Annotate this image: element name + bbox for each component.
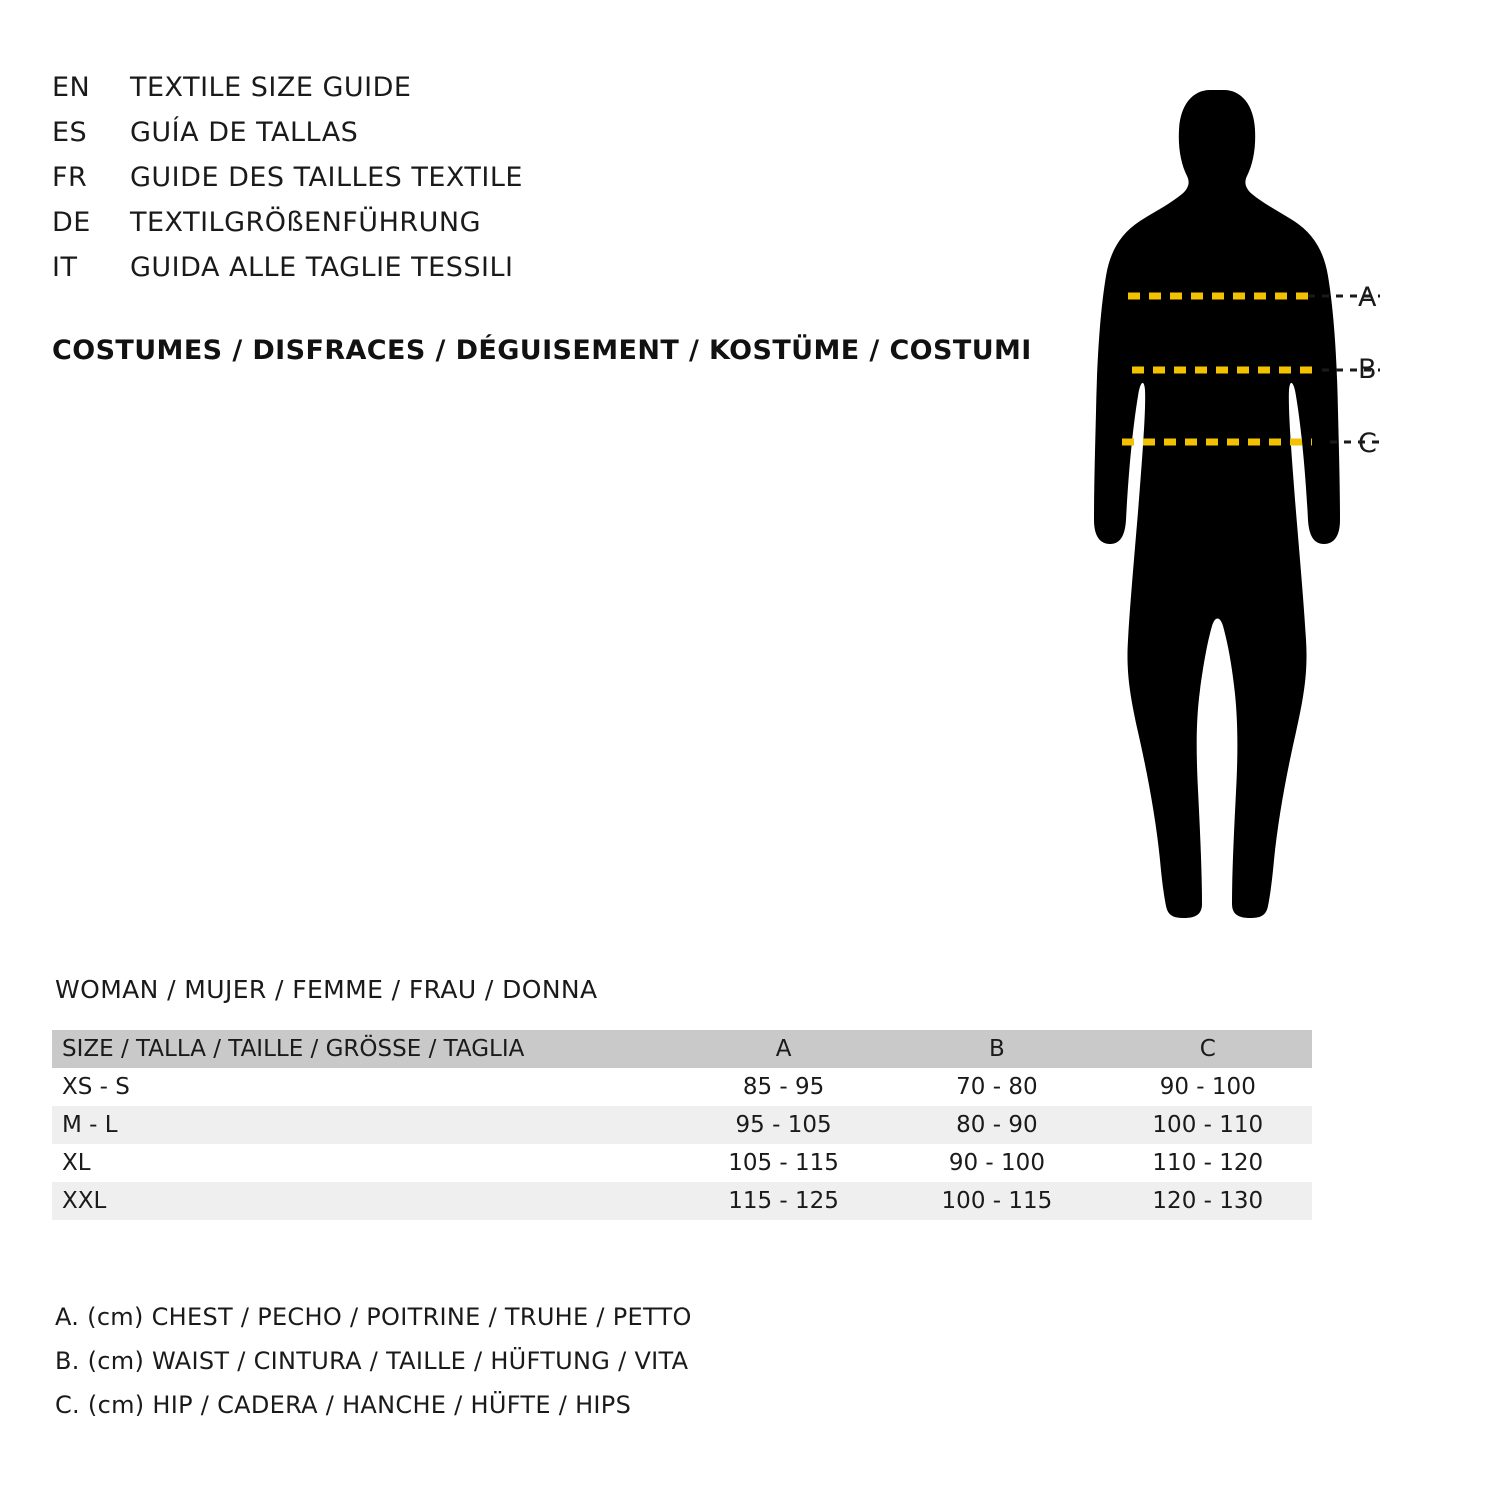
language-code: ES [52, 117, 88, 148]
language-code: FR [52, 162, 88, 193]
measure-label-a: A [1358, 282, 1377, 313]
cell-c: 100 - 110 [1152, 1112, 1264, 1138]
woman-silhouette-icon [1050, 60, 1470, 940]
section-label-woman: WOMAN / MUJER / FEMME / FRAU / DONNA [55, 975, 598, 1004]
table-header-c: C [1199, 1036, 1216, 1062]
language-row-es [52, 117, 1052, 162]
language-list [52, 72, 1052, 297]
table-row [52, 1182, 1312, 1220]
footnote-c: C. (cm) HIP / CADERA / HANCHE / HÜFTE / HIPS [55, 1391, 632, 1419]
cell-c: 90 - 100 [1159, 1074, 1256, 1100]
cell-b: 100 - 115 [941, 1188, 1053, 1214]
table-header-b: B [989, 1036, 1005, 1062]
language-code: EN [52, 72, 91, 103]
cell-c: 120 - 130 [1152, 1188, 1264, 1214]
language-row-en [52, 72, 1052, 117]
cell-size: XXL [62, 1188, 107, 1214]
costumes-subtitle: COSTUMES / DISFRACES / DÉGUISEMENT / KOSTÜME / COSTUMI [52, 335, 1032, 366]
cell-a: 105 - 115 [728, 1150, 839, 1176]
table-header-size: SIZE / TALLA / TAILLE / GRÖSSE / TAGLIA [62, 1036, 525, 1062]
cell-size: XS - S [62, 1074, 130, 1100]
table-header-row [52, 1030, 1312, 1068]
footnote-a: A. (cm) CHEST / PECHO / POITRINE / TRUHE / PETTO [55, 1303, 692, 1331]
language-code: IT [52, 252, 78, 283]
footnote-list [55, 1295, 1255, 1427]
cell-c: 110 - 120 [1152, 1150, 1264, 1176]
language-title: GUIDE DES TAILLES TEXTILE [130, 162, 523, 193]
cell-a: 85 - 95 [742, 1074, 825, 1100]
measure-label-b: B [1358, 354, 1377, 385]
cell-b: 70 - 80 [956, 1074, 1038, 1100]
measurement-figure [1050, 60, 1470, 940]
language-title: GUIDA ALLE TAGLIE TESSILI [130, 252, 514, 283]
language-title: TEXTILGRÖßENFÜHRUNG [130, 207, 482, 238]
language-title: TEXTILE SIZE GUIDE [130, 72, 412, 103]
cell-a: 95 - 105 [735, 1112, 832, 1138]
table-row [52, 1106, 1312, 1144]
size-table [52, 1030, 1312, 1220]
footnote-b: B. (cm) WAIST / CINTURA / TAILLE / HÜFTUNG / VITA [55, 1347, 689, 1375]
language-row-fr [52, 162, 1052, 207]
table-header-a: A [775, 1036, 792, 1062]
cell-size: XL [62, 1150, 91, 1176]
table-row [52, 1144, 1312, 1182]
cell-a: 115 - 125 [728, 1188, 839, 1214]
measure-label-c: C [1358, 428, 1377, 459]
cell-size: M - L [62, 1112, 118, 1138]
language-row-it [52, 252, 1052, 297]
cell-b: 90 - 100 [948, 1150, 1045, 1176]
language-title: GUÍA DE TALLAS [130, 117, 359, 148]
language-row-de [52, 207, 1052, 252]
language-code: DE [52, 207, 91, 238]
cell-b: 80 - 90 [956, 1112, 1038, 1138]
table-row [52, 1068, 1312, 1106]
